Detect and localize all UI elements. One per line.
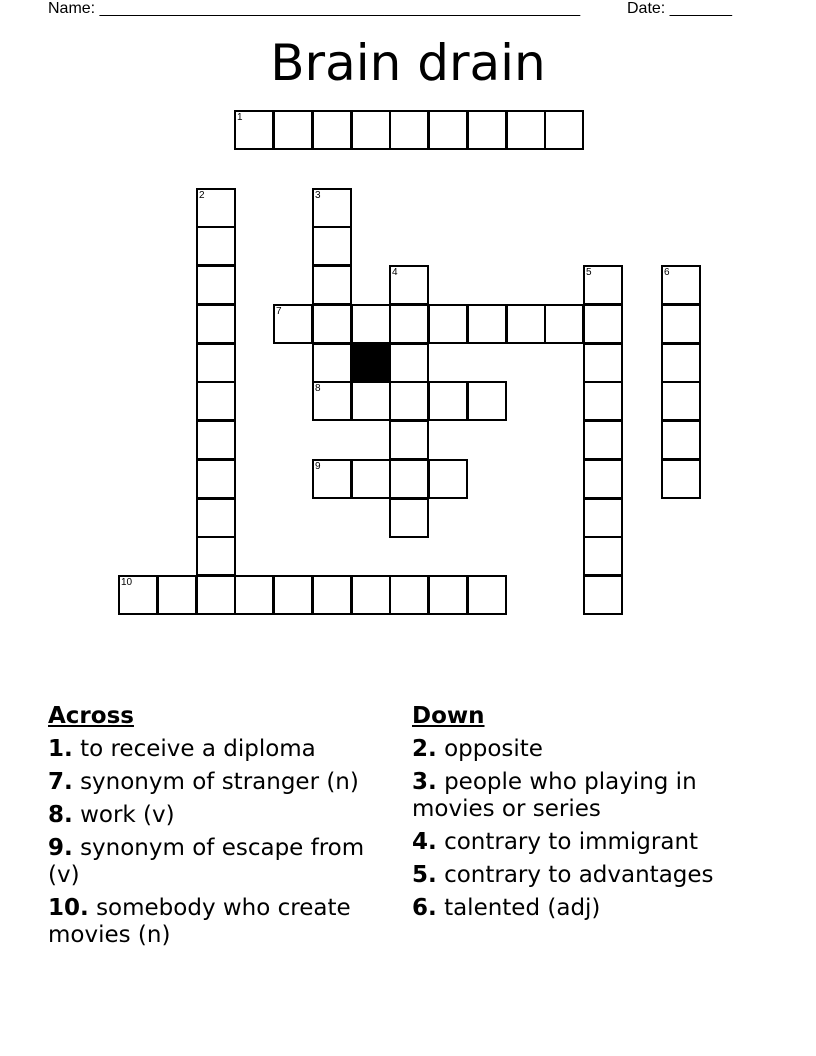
grid-cell[interactable] [467, 110, 507, 150]
grid-cell[interactable] [583, 575, 623, 615]
grid-cell[interactable] [196, 226, 236, 266]
cell-number: 3 [315, 190, 321, 201]
grid-cell[interactable] [389, 575, 429, 615]
grid-cell[interactable] [312, 575, 352, 615]
clue-text: opposite [444, 736, 543, 762]
clue-text: somebody who create movies (n) [48, 895, 351, 948]
clue-number: 6. [412, 895, 437, 921]
grid-cell[interactable] [428, 110, 468, 150]
down-clue-4 [412, 829, 757, 856]
cell-number: 1 [237, 112, 243, 123]
grid-cell[interactable] [661, 343, 701, 383]
grid-cell[interactable] [312, 265, 352, 305]
grid-cell[interactable] [312, 459, 352, 499]
grid-cell[interactable] [157, 575, 197, 615]
across-clue-9 [48, 835, 393, 889]
date-field: Date: _______ [627, 0, 732, 17]
grid-cell[interactable] [467, 381, 507, 421]
grid-cell[interactable] [661, 381, 701, 421]
clue-number: 9. [48, 835, 73, 861]
cell-number: 4 [392, 267, 398, 278]
clue-number: 2. [412, 736, 437, 762]
grid-cell[interactable] [234, 575, 274, 615]
grid-cell[interactable] [312, 381, 352, 421]
grid-cell[interactable] [389, 304, 429, 344]
grid-cell[interactable] [389, 381, 429, 421]
grid-cell[interactable] [583, 498, 623, 538]
page-title: Brain drain [270, 34, 546, 92]
grid-cell[interactable] [661, 265, 701, 305]
cell-number: 7 [276, 306, 282, 317]
grid-cell[interactable] [389, 265, 429, 305]
grid-cell[interactable] [583, 343, 623, 383]
grid-cell[interactable] [312, 226, 352, 266]
clue-number: 7. [48, 769, 73, 795]
clue-text: contrary to immigrant [444, 829, 699, 855]
grid-cell[interactable] [312, 110, 352, 150]
grid-cell[interactable] [196, 188, 236, 228]
grid-cell[interactable] [428, 575, 468, 615]
grid-cell[interactable] [273, 575, 313, 615]
grid-cell[interactable] [196, 304, 236, 344]
clue-number: 5. [412, 862, 437, 888]
clue-number: 4. [412, 829, 437, 855]
grid-cell[interactable] [389, 459, 429, 499]
grid-cell[interactable] [234, 110, 274, 150]
grid-cell[interactable] [661, 459, 701, 499]
grid-cell[interactable] [389, 110, 429, 150]
clue-number: 8. [48, 802, 73, 828]
grid-cell[interactable] [196, 265, 236, 305]
down-heading: Down [412, 703, 485, 729]
grid-cell[interactable] [506, 110, 546, 150]
grid-cell[interactable] [389, 343, 429, 383]
grid-cell[interactable] [312, 188, 352, 228]
clue-text: synonym of stranger (n) [80, 769, 359, 795]
clue-text: to receive a diploma [80, 736, 316, 762]
grid-cell[interactable] [196, 498, 236, 538]
grid-cell[interactable] [389, 498, 429, 538]
down-clue-3 [412, 769, 757, 823]
clue-text: talented (adj) [444, 895, 601, 921]
grid-cell[interactable] [273, 304, 313, 344]
cell-number: 9 [315, 461, 321, 472]
down-clue-5 [412, 862, 757, 889]
grid-cell[interactable] [312, 304, 352, 344]
grid-cell[interactable] [351, 381, 391, 421]
grid-cell[interactable] [196, 343, 236, 383]
grid-cell[interactable] [661, 304, 701, 344]
clue-text: contrary to advantages [444, 862, 714, 888]
grid-cell[interactable] [428, 304, 468, 344]
clue-text: work (v) [80, 802, 175, 828]
cell-number: 8 [315, 383, 321, 394]
grid-cell[interactable] [312, 343, 352, 383]
clue-number: 10. [48, 895, 89, 921]
grid-cell[interactable] [389, 420, 429, 460]
grid-cell[interactable] [583, 420, 623, 460]
clue-text: people who playing in movies or series [412, 769, 697, 822]
grid-cell[interactable] [506, 304, 546, 344]
grid-cell[interactable] [544, 110, 584, 150]
down-clues [412, 703, 757, 928]
grid-cell[interactable] [467, 575, 507, 615]
cell-number: 2 [199, 190, 205, 201]
grid-cell[interactable] [351, 304, 391, 344]
grid-cell[interactable] [428, 459, 468, 499]
grid-cell[interactable] [351, 110, 391, 150]
across-clue-1 [48, 736, 393, 763]
name-field: Name: ______________________________________________________ [48, 0, 581, 17]
grid-cell[interactable] [196, 381, 236, 421]
across-clues [48, 703, 393, 955]
grid-cell[interactable] [467, 304, 507, 344]
clue-number: 1. [48, 736, 73, 762]
clue-text: synonym of escape from (v) [48, 835, 365, 888]
grid-cell[interactable] [583, 265, 623, 305]
grid-cell[interactable] [428, 381, 468, 421]
down-clue-2 [412, 736, 757, 763]
across-clue-8 [48, 802, 393, 829]
grid-cell[interactable] [273, 110, 313, 150]
grid-cell[interactable] [351, 575, 391, 615]
across-clue-7 [48, 769, 393, 796]
grid-cell[interactable] [661, 420, 701, 460]
grid-cell[interactable] [583, 381, 623, 421]
black-square [351, 343, 391, 383]
grid-cell[interactable] [583, 536, 623, 576]
cell-number: 10 [121, 577, 133, 588]
grid-cell[interactable] [196, 459, 236, 499]
clue-number: 3. [412, 769, 437, 795]
grid-cell[interactable] [118, 575, 158, 615]
cell-number: 5 [586, 267, 592, 278]
across-heading: Across [48, 703, 134, 729]
grid-cell[interactable] [583, 459, 623, 499]
across-clue-10 [48, 895, 393, 949]
down-clue-6 [412, 895, 757, 922]
cell-number: 6 [664, 267, 670, 278]
grid-cell[interactable] [583, 304, 623, 344]
grid-cell[interactable] [196, 420, 236, 460]
grid-cell[interactable] [196, 575, 236, 615]
grid-cell[interactable] [544, 304, 584, 344]
grid-cell[interactable] [196, 536, 236, 576]
grid-cell[interactable] [351, 459, 391, 499]
